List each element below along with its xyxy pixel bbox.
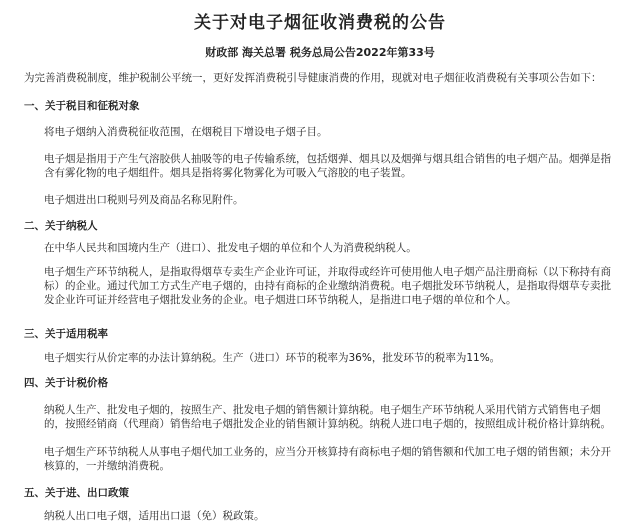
paragraph: 电子烟进出口税则号列及商品名称见附件。 <box>44 194 244 206</box>
paragraph: 电子烟生产环节纳税人从事电子烟代加工业务的，应当分开核算持有商标电子烟的销售额和代加工电子烟的销售额；未分开核算的，一并缴纳消费税。 <box>44 446 611 472</box>
paragraph: 电子烟生产环节纳税人，是指取得烟草专卖生产企业许可证，并取得或经许可使用他人电子烟产品注册商标（以下称持有商标）的企业。通过代加工方式生产电子烟的，由持有商标的企业缴纳消费税。电子烟批发环节纳税人，是指取得烟草专卖批发企业许可证并经营电子烟批发业务的企业。电子烟进口环节纳税人，是指进口电子烟的单位和个人。 <box>44 266 611 306</box>
section-heading-tax-item: 一、关于税目和征税对象 <box>24 100 140 112</box>
section-heading-tax-price: 四、关于计税价格 <box>24 377 108 389</box>
paragraph: 在中华人民共和国境内生产（进口）、批发电子烟的单位和个人为消费税纳税人。 <box>44 242 417 254</box>
announcement-number: 财政部 海关总署 税务总局公告2022年第33号 <box>205 46 435 59</box>
paragraph: 纳税人生产、批发电子烟的，按照生产、批发电子烟的销售额计算纳税。电子烟生产环节纳税人采用代销方式销售电子烟的，按照经销商（代理商）销售给电子烟批发企业的销售额计算纳税。纳税人进口电子烟的，按照组成计税价格计算纳税。 <box>44 404 611 430</box>
page-title: 关于对电子烟征收消费税的公告 <box>194 13 446 33</box>
section-heading-import-export: 五、关于进、出口政策 <box>24 487 129 499</box>
section-heading-tax-rate: 三、关于适用税率 <box>24 328 108 340</box>
paragraph: 电子烟实行从价定率的办法计算纳税。生产（进口）环节的税率为36%，批发环节的税率为11%。 <box>44 352 501 364</box>
intro-paragraph: 为完善消费税制度，维护税制公平统一，更好发挥消费税引导健康消费的作用，现就对电子烟征收消费税有关事项公告如下： <box>24 72 602 84</box>
paragraph: 电子烟是指用于产生气溶胶供人抽吸等的电子传输系统，包括烟弹、烟具以及烟弹与烟具组合销售的电子烟产品。烟弹是指含有雾化物的电子烟组件。烟具是指将雾化物雾化为可吸入气溶胶的电子装置。 <box>44 153 611 179</box>
paragraph: 纳税人出口电子烟，适用出口退（免）税政策。 <box>44 510 265 522</box>
paragraph: 将电子烟纳入消费税征收范围，在烟税目下增设电子烟子目。 <box>44 126 328 138</box>
section-heading-taxpayer: 二、关于纳税人 <box>24 220 98 232</box>
